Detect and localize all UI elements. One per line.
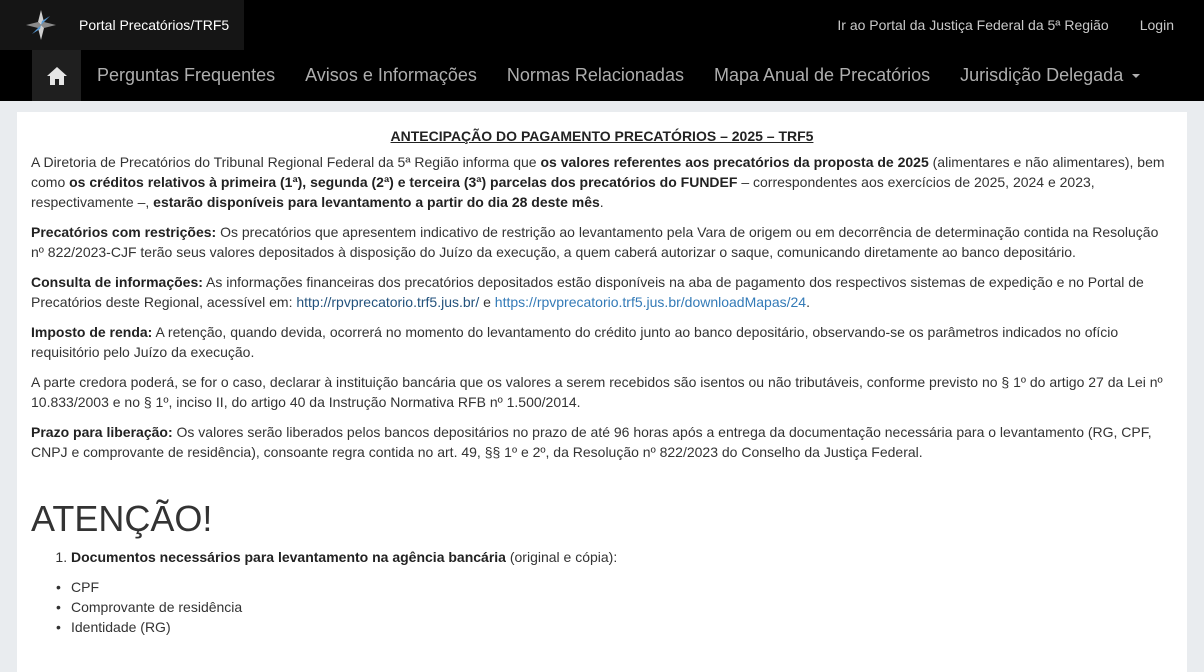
prazo-label: Prazo para liberação: (31, 424, 173, 440)
documents-list (31, 577, 1173, 637)
top-bar (0, 0, 1204, 50)
prazo-paragraph (31, 422, 1173, 462)
nav-item-jurisdicao-label: Jurisdição Delegada (960, 65, 1124, 85)
portal-precatorios-link[interactable]: http://rpvprecatorio.trf5.jus.br/ (296, 294, 480, 310)
list-item: • Identidade (RG) (71, 617, 1173, 637)
caret-down-icon (1132, 74, 1140, 78)
nav-item-mapa[interactable]: Mapa Anual de Precatórios (713, 65, 931, 85)
main-nav (0, 50, 1204, 101)
consulta-label: Consulta de informações: (31, 274, 203, 290)
documents-text: (original e cópia): (505, 549, 618, 565)
trf5-logo-icon (26, 10, 56, 40)
content-panel (17, 112, 1187, 672)
restricoes-paragraph (31, 222, 1173, 262)
intro-text-3: – correspondentes aos exercícios de 2025, 2024 e 2023, respectivamente –, (31, 174, 1095, 210)
home-icon (47, 67, 67, 85)
nav-item-normas[interactable]: Normas Relacionadas (506, 65, 684, 85)
intro-text-4: . (599, 194, 604, 210)
list-item: • CPF (71, 577, 1173, 597)
prazo-text: Os valores serão liberados pelos bancos depositários no prazo de até 96 horas após a entrega da documentação necessária para o levantamento (RG, CPF, CNPJ e comprovante de residência), consoante regra contida no art. 49, §§ 1º e 2º, da Resolução nº 822/2023 do Conselho da Justiça Federal. (31, 424, 1152, 460)
intro-bold-3: estarão disponíveis para levantamento a partir do dia 28 deste mês (153, 194, 600, 210)
imposto-label: Imposto de renda: (31, 324, 153, 340)
restricoes-text: Os precatórios que apresentem indicativo de restrição ao levantamento pela Vara de origem ou em decorrência de determinação contida na Resolução nº 822/2023-CJF terão seus valores depositados à disposição do Juízo da execução, a quem caberá autorizar o saque, comunicando diretamente ao banco depositário. (31, 224, 1159, 260)
site-title: Portal Precatórios/TRF5 (79, 17, 230, 33)
nav-item-faq[interactable]: Perguntas Frequentes (97, 65, 276, 85)
consulta-text: As informações financeiras dos precatórios depositados estão disponíveis na aba de pagamento dos respectivos sistemas de expedição e no Portal de Precatórios deste Regional, acessível em: (31, 274, 1144, 310)
nav-item-avisos[interactable]: Avisos e Informações (305, 65, 477, 85)
nav-home[interactable] (32, 50, 81, 101)
list-item (71, 547, 1173, 567)
imposto-text: A retenção, quando devida, ocorrerá no momento do levantamento do crédito junto ao banco depositário, observando-se os parâmetros indicados no ofício requisitório pelo Juízo da execução. (31, 324, 1119, 360)
consulta-end: . (806, 294, 810, 310)
attention-heading: ATENÇÃO! (31, 498, 213, 539)
requirements-list (31, 547, 1173, 567)
consulta-and: e (479, 294, 495, 310)
page-title: ANTECIPAÇÃO DO PAGAMENTO PRECATÓRIOS – 2025 – TRF5 (390, 128, 814, 144)
consulta-paragraph (31, 272, 1173, 312)
top-links (837, 0, 1204, 50)
imposto-paragraph (31, 322, 1173, 362)
intro-bold-2: os créditos relativos à primeira (1ª), segunda (2ª) e terceira (3ª) parcelas dos precatórios do FUNDEF (69, 174, 738, 190)
list-item: • Comprovante de residência (71, 597, 1173, 617)
intro-bold-1: os valores referentes aos precatórios da proposta de 2025 (540, 154, 929, 170)
brand[interactable] (0, 0, 244, 50)
intro-text-2: (alimentares e não alimentares), bem como (31, 154, 1165, 190)
intro-paragraph (31, 152, 1173, 212)
login-link[interactable]: Login (1139, 17, 1174, 33)
download-mapas-link[interactable]: https://rpvprecatorio.trf5.jus.br/downloadMapas/24 (494, 294, 807, 310)
isencao-paragraph: A parte credora poderá, se for o caso, declarar à instituição bancária que os valores a serem recebidos são isentos ou não tributáveis, conforme previsto no § 1º do artigo 27 da Lei nº 10.833/2003 e no § 1º, inciso II, do artigo 40 da Instrução Normativa RFB nº 1.500/2014. (31, 374, 1163, 410)
portal-link[interactable]: Ir ao Portal da Justiça Federal da 5ª Região (837, 17, 1109, 33)
intro-text-1: A Diretoria de Precatórios do Tribunal Regional Federal da 5ª Região informa que (31, 154, 541, 170)
nav-item-jurisdicao[interactable] (945, 50, 1155, 101)
restricoes-label: Precatórios com restrições: (31, 224, 217, 240)
documents-label: Documentos necessários para levantamento na agência bancária (71, 549, 506, 565)
